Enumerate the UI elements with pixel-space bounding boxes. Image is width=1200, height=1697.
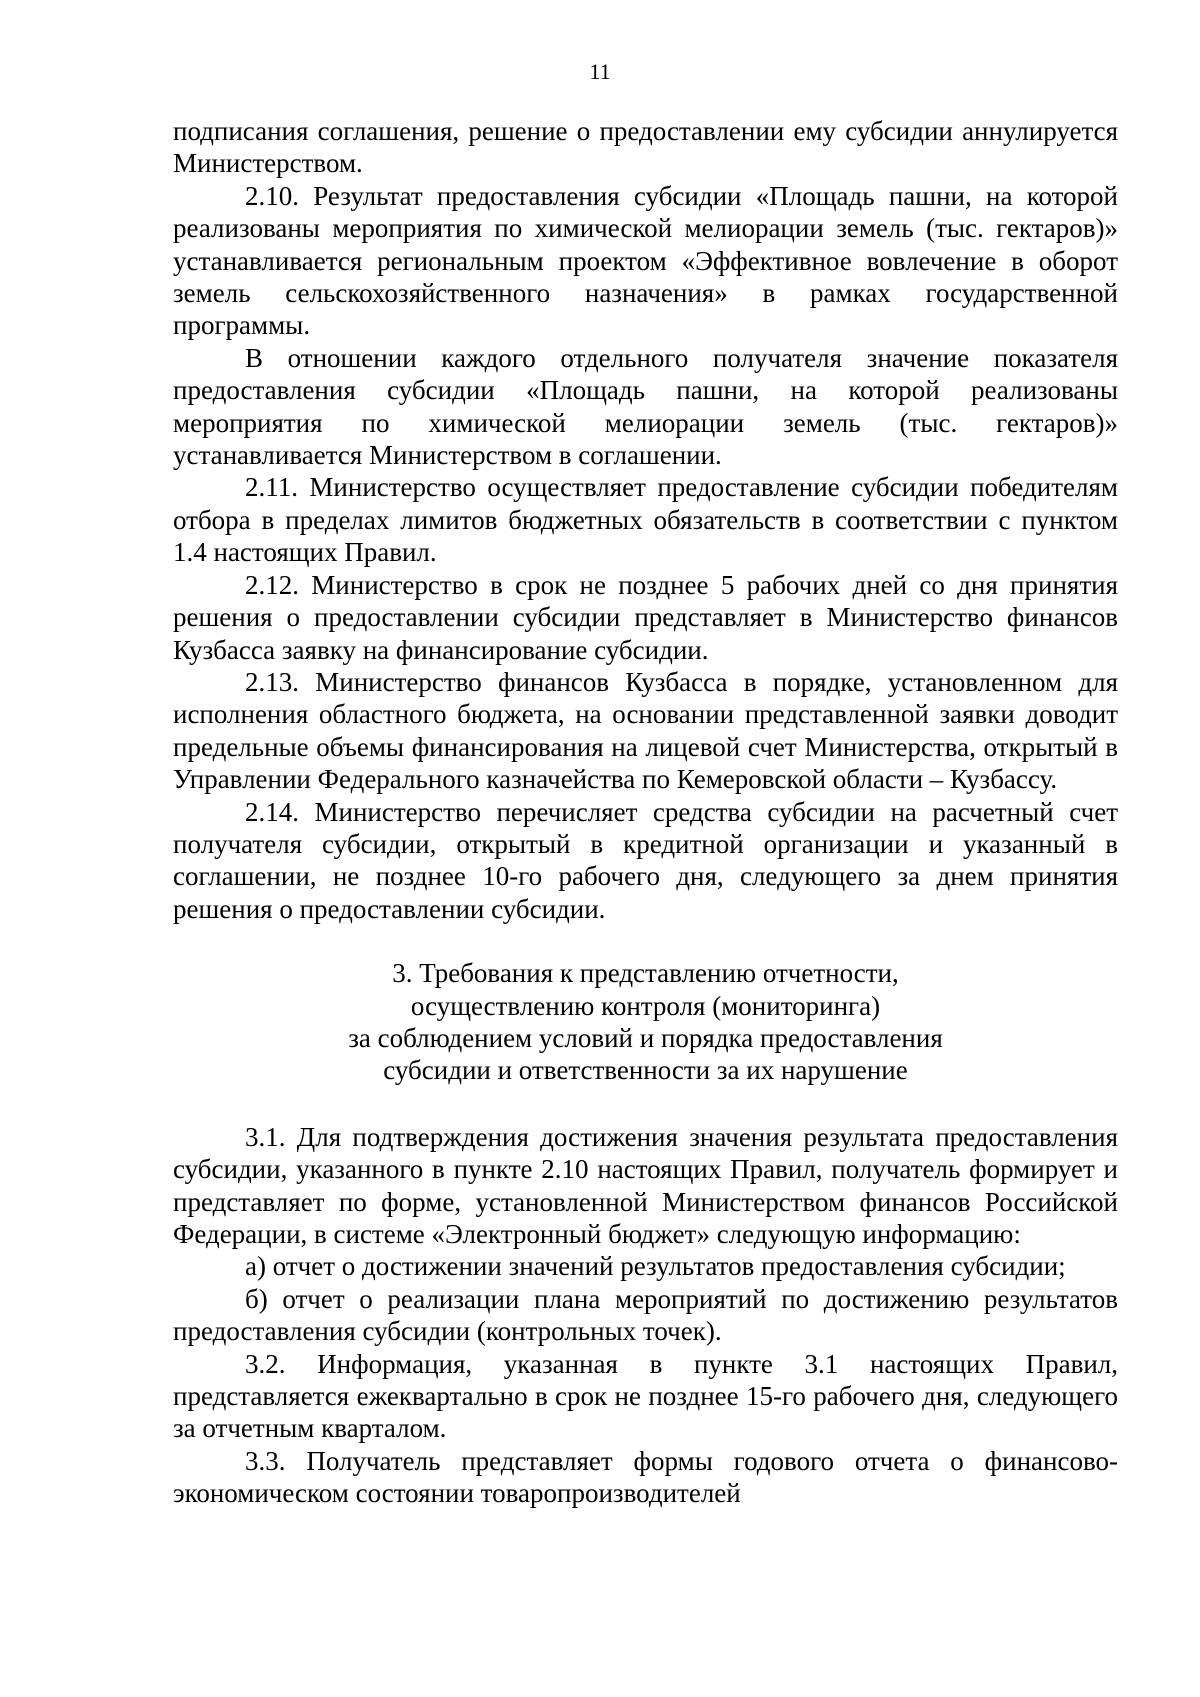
- paragraph-2-10-recipient: В отношении каждого отдельного получателя значение показателя предоставления субсидии «Площадь пашни, на которой реализованы мероприятия по химической мелиорации земель (тыс. гектаров)» устанавливается Министерством в соглашении.: [173, 342, 1118, 471]
- paragraph-2-13: 2.13. Министерство финансов Кузбасса в порядке, установленном для исполнения областного бюджета, на основании представленной заявки доводит предельные объемы финансирования на лицевой счет Министерства, открытый в Управлении Федерального казначейства по Кемеровской области – Кузбассу.: [173, 666, 1118, 795]
- page-number: 11: [589, 59, 611, 84]
- paragraph-2-11: 2.11. Министерство осуществляет предоставление субсидии победителям отбора в пределах лимитов бюджетных обязательств в соответствии с пунктом 1.4 настоящих Правил.: [173, 472, 1118, 568]
- spacer: [173, 1087, 1118, 1121]
- section-heading-line: 3. Требования к представлению отчетности,: [392, 958, 899, 989]
- paragraph-3-1-a: а) отчет о достижении значений результатов предоставления субсидии;: [245, 1251, 1066, 1282]
- paragraph-continuation: подписания соглашения, решение о предоставлении ему субсидии аннулируется Министерством.: [173, 116, 1118, 179]
- section-heading-line: субсидии и ответственности за их нарушение: [383, 1055, 908, 1086]
- document-body: [173, 115, 1118, 1510]
- paragraph-3-1: 3.1. Для подтверждения достижения значения результата предоставления субсидии, указанного в пункте 2.10 настоящих Правил, получатель формирует и представляет по форме, установленной Министерством финансов Российской Федерации, в системе «Электронный бюджет» следующую информацию:: [173, 1121, 1118, 1249]
- paragraph-2-14: 2.14. Министерство перечисляет средства субсидии на расчетный счет получателя субсидии, открытый в кредитной организации и указанный в соглашении, не позднее 10-го рабочего дня, следующего за днем принятия решения о предоставлении субсидии.: [173, 796, 1118, 924]
- paragraph-2-12: 2.12. Министерство в срок не позднее 5 рабочих дней со дня принятия решения о предоставлении субсидии представляет в Министерство финансов Кузбасса заявку на финансирование субсидии.: [173, 569, 1118, 665]
- spacer: [173, 925, 1118, 957]
- paragraph-2-10: 2.10. Результат предоставления субсидии «Площадь пашни, на которой реализованы мероприятия по химической мелиорации земель (тыс. гектаров)» устанавливается региональным проектом «Эффективное вовлечение в оборот земель сельскохозяйственного назначения» в рамках государственной программы.: [173, 180, 1118, 341]
- paragraph-3-3: 3.3. Получатель представляет формы годового отчета о финансово-экономическом состоянии товаропроизводителей: [173, 1445, 1118, 1509]
- section-heading-line: за соблюдением условий и порядка предоставления: [348, 1022, 943, 1053]
- section-heading: [173, 957, 1118, 1087]
- paragraph-3-1-b: б) отчет о реализации плана мероприятий по достижению результатов предоставления субсидии (контрольных точек).: [173, 1283, 1118, 1347]
- paragraph-3-2: 3.2. Информация, указанная в пункте 3.1 настоящих Правил, представляется ежеквартально в срок не позднее 15-го рабочего дня, следующего за отчетным кварталом.: [173, 1348, 1118, 1444]
- section-heading-line: осуществлению контроля (мониторинга): [410, 990, 881, 1021]
